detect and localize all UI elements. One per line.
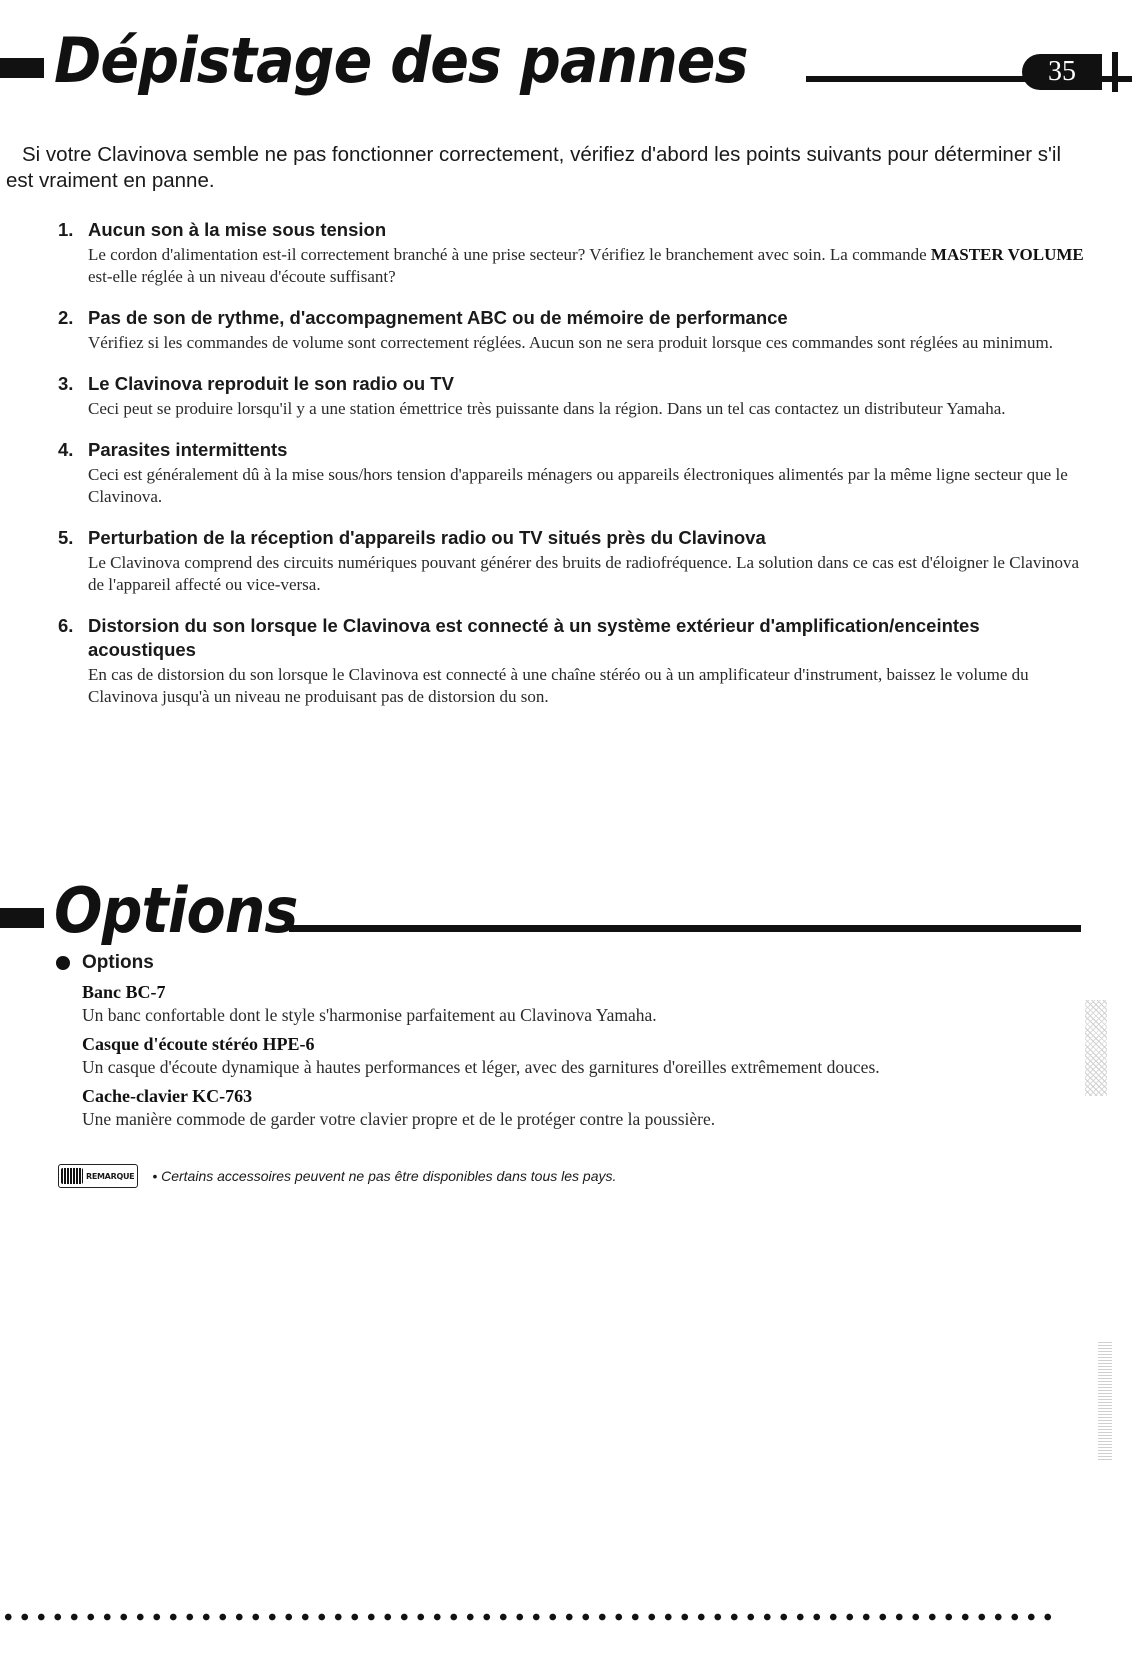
list-item <box>58 372 1088 420</box>
note-icon-label: REMARQUE <box>86 1171 135 1181</box>
product-name: Cache-clavier KC-763 <box>82 1086 253 1106</box>
note-text: • Certains accessoires peuvent ne pas être disponibles dans tous les pays. <box>152 1168 617 1184</box>
item-number: 5. <box>58 527 74 548</box>
item-title: Le Clavinova reproduit le son radio ou TV <box>88 373 454 394</box>
list-item <box>58 218 1088 288</box>
product-description: Un casque d'écoute dynamique à hautes performances et léger, avec des garnitures d'oreilles extrêmement douces. <box>82 1057 880 1077</box>
list-item <box>58 614 1088 708</box>
heading-rule <box>289 925 1081 932</box>
item-title: Parasites intermittents <box>88 439 288 460</box>
list-item <box>58 438 1088 508</box>
item-number: 3. <box>58 373 74 394</box>
options-list <box>56 950 1086 1130</box>
master-volume-label: MASTER VOLUME <box>930 245 1084 264</box>
note-icon <box>58 1164 138 1188</box>
heading-square-marker <box>0 58 44 78</box>
item-body-text: Le cordon d'alimentation est-il correctement branché à une prise secteur? Vérifiez le branchement avec soin. La commande <box>88 245 931 264</box>
item-number: 2. <box>58 307 74 328</box>
item-body <box>88 244 1088 288</box>
page-number-badge <box>1022 52 1120 92</box>
heading-square-marker <box>0 908 44 928</box>
dotted-border <box>0 1612 1060 1622</box>
item-title: Distorsion du son lorsque le Clavinova est connecté à un système extérieur d'amplification/enceintes acoustiques <box>88 615 980 660</box>
item-title: Pas de son de rythme, d'accompagnement ABC ou de mémoire de performance <box>88 307 788 328</box>
keyboard-icon <box>61 1168 83 1184</box>
scan-artifact <box>1098 1340 1112 1460</box>
troubleshooting-list <box>58 218 1088 708</box>
item-title: Perturbation de la réception d'appareils radio ou TV situés près du Clavinova <box>88 527 766 548</box>
scan-artifact <box>1085 1000 1107 1096</box>
options-subheading-label: Options <box>82 952 154 973</box>
section-title: Options <box>54 874 298 947</box>
section-heading-options <box>0 874 1081 947</box>
list-item <box>58 306 1088 354</box>
section-heading-depistage <box>0 24 1132 97</box>
item-body: Ceci est généralement dû à la mise sous/hors tension d'appareils ménagers ou appareils électroniques alimentés par la même ligne secteur que le Clavinova. <box>88 465 1068 506</box>
page-number: 35 <box>1022 54 1102 90</box>
badge-bar <box>1112 52 1118 92</box>
product-description: Une manière commode de garder votre clavier propre et de le protéger contre la poussière. <box>82 1109 716 1129</box>
item-body-text: est-elle réglée à un niveau d'écoute suffisant? <box>88 267 396 286</box>
intro-paragraph: Si votre Clavinova semble ne pas fonctionner correctement, vérifiez d'abord les points suivants pour déterminer s'il est vraiment en panne. <box>6 143 1062 192</box>
item-body: Vérifiez si les commandes de volume sont correctement réglées. Aucun son ne sera produit lorsque ces commandes sont réglées au minimum. <box>88 333 1053 352</box>
item-body: Ceci peut se produire lorsqu'il y a une station émettrice très puissante dans la région. Dans un tel cas contactez un distributeur Yamaha. <box>88 399 1006 418</box>
options-subheading <box>56 950 1086 976</box>
item-body: En cas de distorsion du son lorsque le Clavinova est connecté à une chaîne stéréo ou à un amplificateur d'instrument, baissez le volume du Clavinova jusqu'à un niveau ne produisant pas de distorsion du son. <box>88 665 1029 706</box>
list-item <box>58 526 1088 596</box>
item-title: Aucun son à la mise sous tension <box>88 219 387 240</box>
item-number: 6. <box>58 615 74 636</box>
item-number: 1. <box>58 219 74 240</box>
product-name: Casque d'écoute stéréo HPE-6 <box>82 1034 315 1054</box>
product-description: Un banc confortable dont le style s'harmonise parfaitement au Clavinova Yamaha. <box>82 1005 657 1025</box>
bullet-icon <box>56 956 70 970</box>
item-body: Le Clavinova comprend des circuits numériques pouvant générer des bruits de radiofréquence. La solution dans ce cas est d'éloigner le Clavinova de l'appareil affecté ou vice-versa. <box>88 553 1080 594</box>
note <box>58 1164 616 1188</box>
section-title: Dépistage des pannes <box>54 24 748 97</box>
item-number: 4. <box>58 439 74 460</box>
product-name: Banc BC-7 <box>82 982 166 1002</box>
